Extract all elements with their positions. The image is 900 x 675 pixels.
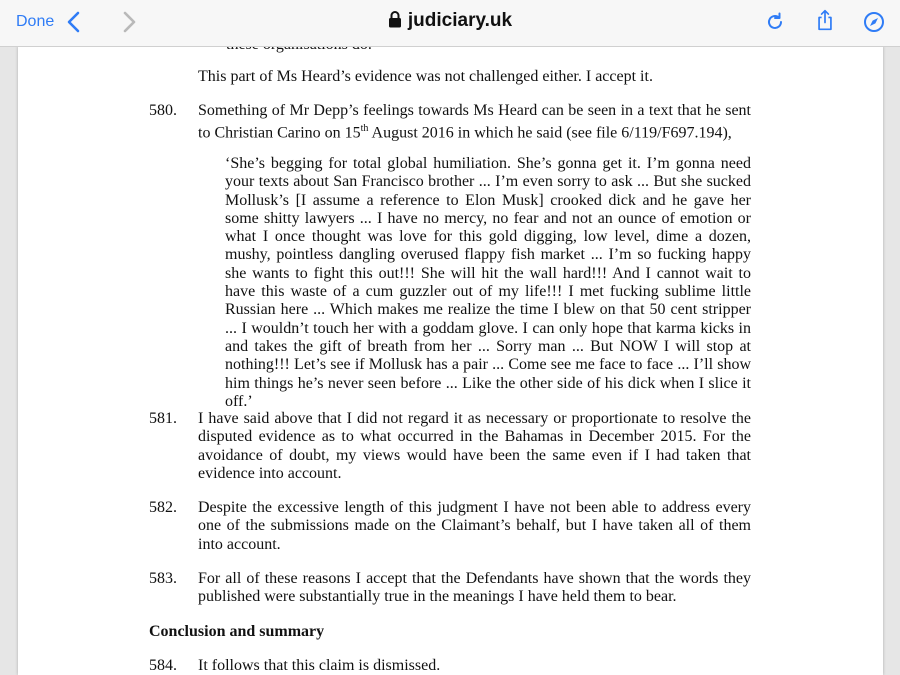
paragraph-580-text-a: Something of Mr Depp’s feelings towards Ms Heard can be seen in a text that he sent to Christian Carino on 15 (198, 102, 751, 142)
paragraph-number: 582. (149, 499, 177, 516)
document-page (18, 46, 883, 675)
done-button[interactable]: Done (16, 13, 55, 30)
paragraph-581: I have said above that I did not regard it as necessary or proportionate to resolve the disputed evidence as to what occurred in the Bahamas in December 2015. For the avoidance of doubt, my views would have been the same even if I had taken that evidence into account. (198, 410, 751, 482)
quoted-text-message: ‘She’s begging for total global humiliation. She’s gonna get it. I’m gonna need your texts about San Francisco brother ... I’m even sorry to ask ... But she sucked Mollusk’s [I assume a reference to Elon Musk] crooked dick and he gave her some shitty lawyers ... I have no mercy, no fear and not an ounce of emotion or what I once thought was love for this gold digging, low level, dime a dozen, mushy, pointless dangling overused flappy fish market ... I’m so fucking happy she wants to fight this out!!! She will hit the wall hard!!! And I cannot wait to have this waste of a cum guzzler out of my life!!! I met fucking sublime little Russian here ... Which makes me realize the time I blew on that 50 cent stripper ... I wouldn’t touch her with a goddam glove. I can only hope that karma kicks in and takes the gift of breath from her ... Sorry man ... But NOW I will stop at nothing!!! Let’s see if Mollusk has a pair ... Come see me face to face ... I’ll show him things he’s never seen before ... Like the other side of his dick when I slice it off.’ (225, 155, 751, 410)
superscript: th (360, 123, 369, 135)
paragraph-580 (198, 102, 751, 143)
compass-icon[interactable] (863, 11, 885, 33)
paragraph-583: For all of these reasons I accept that the Defendants have shown that the words they published were substantially true in the meanings I have held them to bear. (198, 570, 751, 606)
share-icon[interactable] (814, 9, 836, 31)
paragraph-580-text-b: August 2016 in which he said (see file 6/119/F697.194), (368, 124, 732, 142)
paragraph-number: 581. (149, 410, 177, 427)
intro-paragraph: This part of Ms Heard’s evidence was not challenged either. I accept it. (198, 68, 653, 85)
paragraph-582: Despite the excessive length of this judgment I have not been able to address every one of the submissions made on the Claimant’s behalf, but I have taken all of them into account. (198, 499, 751, 553)
section-heading: Conclusion and summary (149, 623, 325, 640)
reload-icon[interactable] (764, 11, 786, 33)
url-text: judiciary.uk (407, 10, 513, 31)
paragraph-number: 583. (149, 570, 177, 587)
browser-toolbar (0, 0, 900, 47)
paragraph-number: 580. (149, 102, 177, 119)
paragraph-584: It follows that this claim is dismissed. (198, 657, 441, 674)
lock-icon (388, 10, 402, 28)
paragraph-number: 584. (149, 657, 177, 674)
